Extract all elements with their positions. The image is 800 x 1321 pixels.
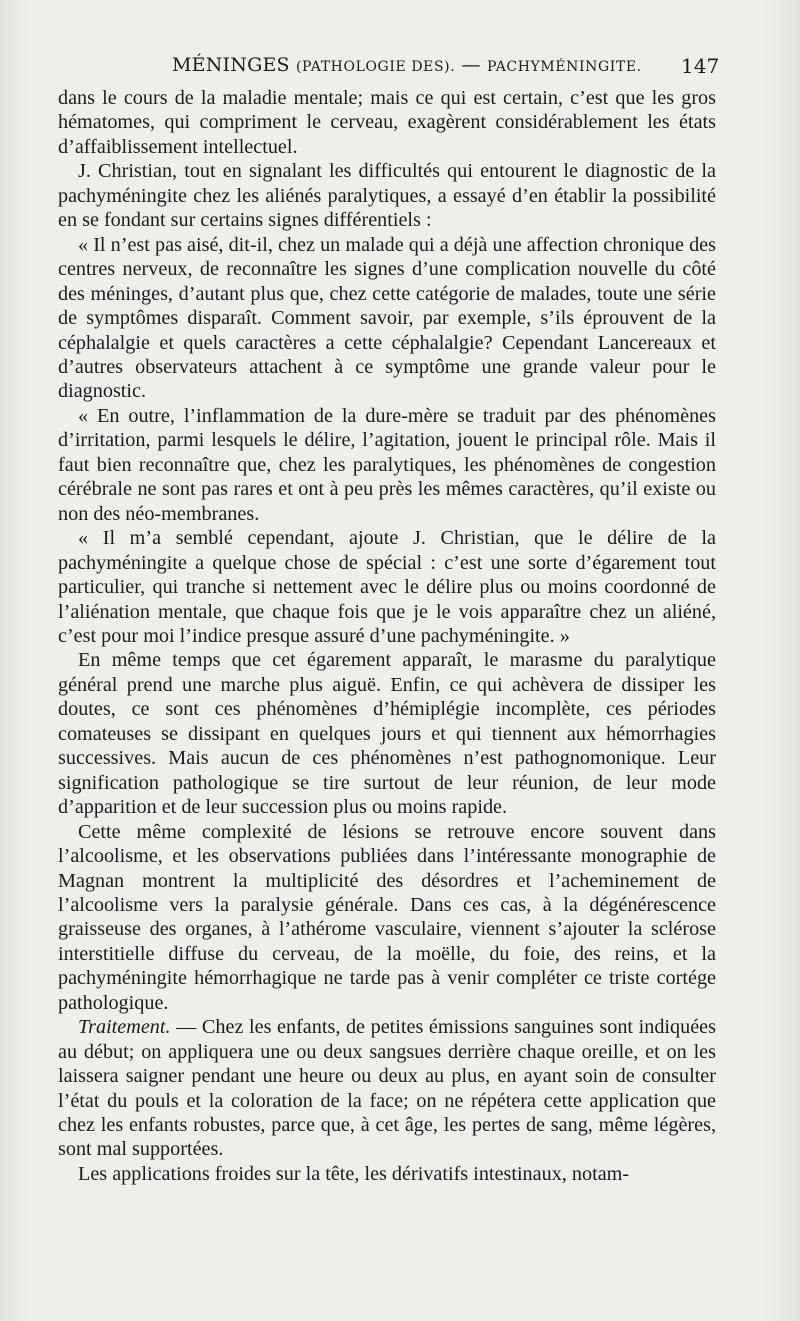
paragraph-marasme: En même temps que cet égarement apparaît, le marasme du paralytique général prend une marche plus aiguë. Enfin, ce qui achèvera de dissiper les doutes, ce sont ces phénomènes d’hémiplégie incomplète, ces périodes comateuses se dissipant en quelques jours et qui tiennent aux hémorrhagies successives. Mais aucun de ces phénomènes n’est pathognomonique. Leur signification pathologique se tire surtout de leur réunion, de leur mode d’apparition et de leur succession plus ou moins rapide.	[58, 649, 716, 819]
title-paren: (PATHOLOGIE DES).	[296, 59, 456, 75]
page-number: 147	[681, 54, 720, 78]
paragraph-christian-intro: J. Christian, tout en signalant les difficultés qui entourent le diagnostic de la pachyméningite chez les aliénés paralytiques, a essayé d’en établir la possibilité en se fondant sur certains signes différentiels :	[58, 160, 716, 232]
traitement-heading: Traitement.	[78, 1016, 171, 1039]
paragraph-continuation: dans le cours de la maladie mentale; mais ce qui est certain, c’est que les gros hématomes, qui compriment le cerveau, exagèrent considérablement les états d’affaiblissement intellectuel.	[58, 87, 716, 158]
running-header	[0, 54, 800, 84]
title-main: MÉNINGES	[172, 54, 290, 76]
paragraph-applications: Les applications froides sur la tête, les dérivatifs intestinaux, notam-	[78, 1162, 630, 1185]
paragraph-quote-2: « En outre, l’inflammation de la dure-mère se traduit par des phénomènes d’irritation, parmi lesquels le délire, l’agitation, jouent le principal rôle. Mais il faut bien reconnaître que, chez les paralytiques, les phénomènes de congestion cérébrale ne sont pas rares et ont à peu près les mêmes caractères, qu’il existe ou non des néo-membranes.	[58, 404, 716, 525]
running-title	[172, 54, 642, 76]
title-section: PACHYMÉNINGITE.	[486, 59, 642, 75]
title-dash: —	[461, 54, 481, 76]
paragraph-traitement	[58, 1015, 716, 1162]
paragraph-alcoolisme: Cette même complexité de lésions se retrouve encore souvent dans l’alcoolisme, et les observations publiées dans l’intéressante monographie de Magnan montrent la multiplicité des désordres et l’acheminement de l’alcoolisme vers la paralysie générale. Dans ces cas, à la dégénérescence graisseuse des organes, à l’athérome vasculaire, viennent s’ajouter la sclérose interstitielle diffuse du cerveau, de la moëlle, du foie, des reins, et la pachyméningite hémorrhagique ne tarde pas à venir compléter ce triste cortége pathologique.	[58, 820, 716, 1014]
traitement-text: — Chez les enfants, de petites émissions sanguines sont indiquées au début; on appliquera une ou deux sangsues derrière chaque oreille, et on les laissera saigner pendant une heure ou deux au plus, en ayant soin de consulter l’état du pouls et la coloration de la face; on ne répétera cette application que chez les enfants robustes, parce que, à cet âge, les pertes de sang, même légères, sont mal supportées.	[58, 1016, 716, 1161]
paragraph-quote-1: « Il n’est pas aisé, dit-il, chez un malade qui a déjà une affection chronique des centres nerveux, de reconnaître les signes d’une complication nouvelle du côté des méninges, d’autant plus que, chez cette catégorie de malades, toute une série de symptômes disparaît. Comment savoir, par exemple, s’ils éprouvent de la céphalalgie et quels caractères a cette céphalalgie? Cependant Lancereaux et d’autres observateurs attachent à ce symptôme une grande valeur pour le diagnostic.	[58, 233, 716, 403]
paragraph-quote-3: « Il m’a semblé cependant, ajoute J. Christian, que le délire de la pachyméningite a quelque chose de spécial : c’est une sorte d’égarement tout particulier, qui tranche si nettement avec le délire plus ou moins coordonné de l’aliénation mentale, que chaque fois que je le vois apparaître chez un aliéné, c’est pour moi l’indice presque assuré d’une pachyméningite. »	[58, 527, 716, 647]
body-text	[58, 86, 716, 1186]
